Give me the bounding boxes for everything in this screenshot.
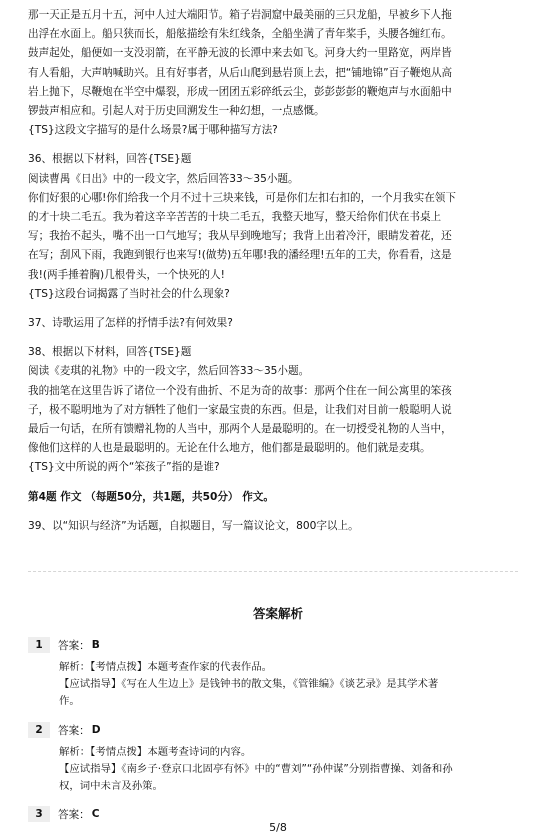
- answer-item: [28, 637, 528, 710]
- passage-line: 我的拙笔在这里告诉了诸位一个没有曲折、不足为奇的故事：那两个住在一间公寓里的笨孩: [28, 384, 452, 397]
- answer-number-badge: 1: [28, 637, 50, 653]
- answer-value: B: [91, 639, 100, 651]
- analysis-text: 解析：【考情点拨】本题考查作家的代表作品。: [59, 661, 273, 673]
- answer-value: C: [91, 808, 100, 820]
- passage-line: 锣鼓声相应和。引起人对于历史回溯发生一种幻想，一点感慨。: [28, 105, 325, 118]
- question-title: 36、根据以下材料，回答{TSE}题: [28, 153, 192, 166]
- answer-number-badge: 3: [28, 806, 50, 822]
- passage-line: 你们好狠的心哪!你们给我一个月不过十三块来钱，可是你们左扣右扣的，一个月我实在领下: [28, 191, 456, 204]
- answer-label: 答案：: [58, 808, 90, 821]
- question-intro: 阅读《麦琪的礼物》中的一段文字，然后回答33～35小题。: [28, 365, 310, 378]
- answer-label: 答案：: [58, 639, 90, 652]
- passage-line: 子，极不聪明地为了对方牺牲了他们一家最宝贵的东西。但是，让我们对目前一般聪明人说: [28, 403, 452, 416]
- guide-text: 【应试指导】《南乡子·登京口北固亭有怀》中的“曹刘”“孙仲谋”分别指曹操、刘备和孙: [59, 763, 453, 775]
- answer-item: [28, 722, 528, 795]
- page-number: 5/8: [269, 821, 287, 834]
- passage-line: 我!(两手捶着胸)几根骨头，一个快死的人!: [28, 268, 225, 281]
- answer-label: 答案：: [58, 724, 90, 737]
- question-text: {TS}文中所说的两个“笨孩子”指的是谁?: [28, 461, 220, 474]
- guide-text: 权，词中未言及孙策。: [59, 780, 163, 792]
- passage-line: 最后一句话，在所有馈赠礼物的人当中，那两个人是最聪明的。在一切授受礼物的人当中，: [28, 423, 452, 436]
- question-title: 37、诗歌运用了怎样的抒情手法?有何效果?: [28, 317, 233, 330]
- answer-section-title: 答案解析: [252, 606, 303, 621]
- passage-line: 岩上抛下，尽鞭炮在半空中爆裂，形成一团团五彩碎纸云尘，彭彭彭彭的鞭炮声与水面船中: [28, 85, 452, 98]
- passage-line: 的才十块二毛五。我为着这辛辛苦苦的十块二毛五，我整天地写，整天给你们伏在书桌上: [28, 211, 442, 224]
- passage-line: 像他们这样的人也是最聪明的。无论在什么地方，他们都是最聪明的。他们就是麦琪。: [28, 442, 431, 455]
- passage-line: 在写；刮风下雨，我跑到银行也来写!(做势)五年哪!我的潘经理!五年的工夫，你看看，这是: [28, 249, 452, 262]
- section-divider: [28, 571, 518, 572]
- passage-line: 那一天正是五月十五，河中人过大端阳节。箱子岩洞窟中最美丽的三只龙船，早被乡下人拖: [28, 9, 452, 21]
- passage-line: 出浮在水面上。船只狭而长，船舷描绘有朱红线条，全船坐满了青年桨手，头腰各缠红布。: [28, 28, 452, 41]
- answer-value: D: [91, 724, 101, 736]
- passage-line: 写；我抬不起头，嘴不出一口气地写；我从早到晚地写；我背上出着冷汗，眼睛发着花，还: [28, 230, 452, 243]
- exam-page-content: [28, 6, 538, 536]
- section-title: 第4题 作文 （每题50分，共1题，共50分） 作文。: [28, 490, 274, 503]
- answer-item: [28, 806, 528, 822]
- question-text: {TS}这段台词揭露了当时社会的什么现象?: [28, 287, 230, 300]
- question-intro: 阅读曹禺《日出》中的一段文字，然后回答33～35小题。: [28, 172, 299, 185]
- guide-text: 【应试指导】《写在人生边上》是钱钟书的散文集，《管锥编》《谈艺录》是其学术著: [59, 678, 439, 690]
- guide-text: 作。: [59, 695, 80, 707]
- passage-line: 鼓声起处，船便如一支没羽箭，在平静无波的长潭中来去如飞。河身大约一里路宽，两岸皆: [28, 47, 452, 60]
- answer-number-badge: 2: [28, 722, 50, 738]
- essay-question: 39、以“知识与经济”为话题，自拟题目，写一篇议论文，800字以上。: [28, 519, 359, 532]
- question-title: 38、根据以下材料，回答{TSE}题: [28, 346, 192, 359]
- passage-line: 有人看船，大声呐喊助兴。且有好事者，从后山爬到悬岩顶上去，把“铺地锦”百子鞭炮从高: [28, 66, 453, 79]
- analysis-text: 解析：【考情点拨】本题考查诗词的内容。: [59, 746, 252, 758]
- question-text: {TS}这段文字描写的是什么场景?属于哪种描写方法?: [28, 124, 278, 137]
